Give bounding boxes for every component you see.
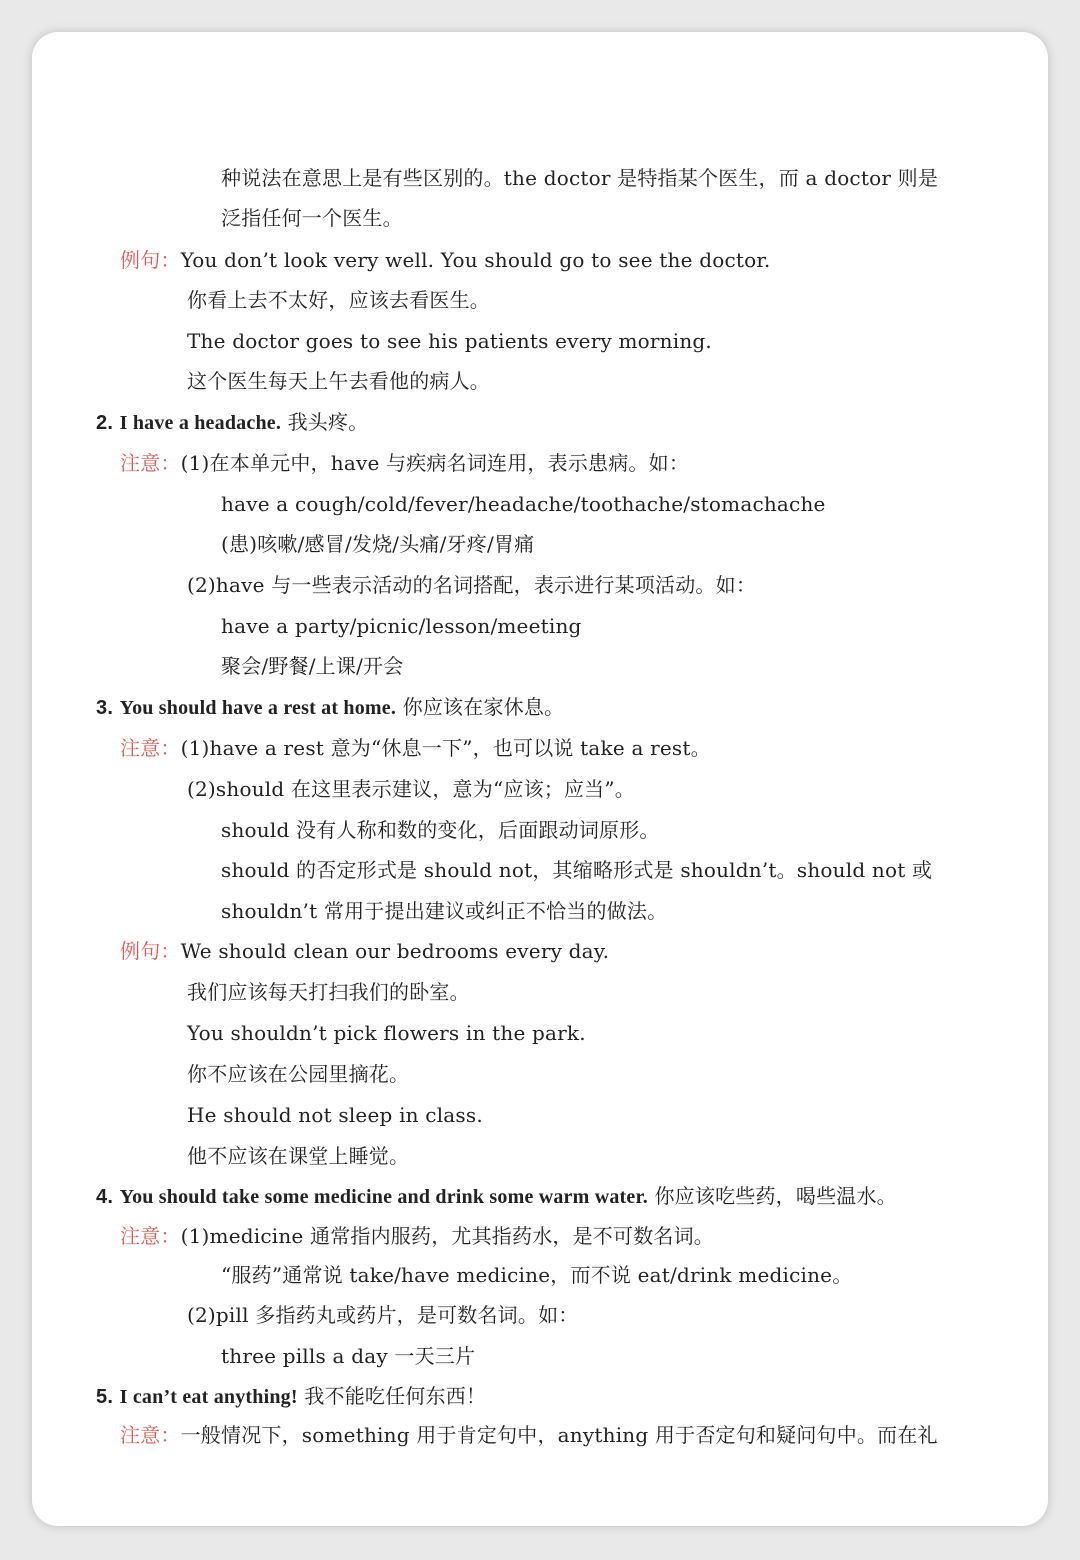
- text-line: 泛指任何一个医生。: [221, 206, 403, 230]
- example-label: 例句：: [120, 248, 181, 272]
- example-line: 例句：You don’t look very well. You should go to see the doctor.: [120, 248, 771, 272]
- note-line: 注意：一般情况下，something 用于肯定句中，anything 用于否定句和疑问句中。而在礼: [120, 1423, 938, 1447]
- text-line: (2)have 与一些表示活动的名词搭配，表示进行某项活动。如：: [187, 573, 757, 597]
- text-line: The doctor goes to see his patients every morning.: [187, 329, 712, 353]
- note-line: 注意：(1)在本单元中，have 与疾病名词连用，表示患病。如：: [120, 451, 690, 475]
- text-line: (2)pill 多指药丸或药片，是可数名词。如：: [187, 1303, 579, 1327]
- note-label: 注意：: [120, 736, 181, 760]
- text-line: three pills a day 一天三片: [221, 1344, 476, 1368]
- text-line: 你不应该在公园里摘花。: [187, 1062, 410, 1086]
- text-line: He should not sleep in class.: [187, 1103, 483, 1127]
- note-label: 注意：: [120, 1224, 181, 1248]
- text-line: 我们应该每天打扫我们的卧室。: [187, 980, 470, 1004]
- example-label: 例句：: [120, 939, 181, 963]
- text-line: 这个医生每天上午去看他的病人。: [187, 369, 490, 393]
- text-line: 种说法在意思上是有些区别的。the doctor 是特指某个医生，而 a doctor 则是: [221, 166, 939, 190]
- text-line: You shouldn’t pick flowers in the park.: [187, 1021, 586, 1045]
- text-line: 聚会/野餐/上课/开会: [221, 654, 404, 678]
- text-line: should 没有人称和数的变化，后面跟动词原形。: [221, 818, 660, 842]
- note-line: 注意：(1)have a rest 意为“休息一下”，也可以说 take a rest。: [120, 736, 711, 760]
- text-line: (患)咳嗽/感冒/发烧/头痛/牙疼/胃痛: [221, 532, 535, 556]
- text-line: (2)should 在这里表示建议，意为“应该；应当”。: [187, 777, 636, 801]
- example-line: 例句：We should clean our bedrooms every day.: [120, 939, 610, 963]
- section-heading: 5. I can’t eat anything! 我不能吃任何东西！: [96, 1384, 487, 1408]
- note-label: 注意：: [120, 451, 181, 475]
- section-heading: 4. You should take some medicine and drink some warm water. 你应该吃些药，喝些温水。: [96, 1184, 897, 1208]
- text-line: 你看上去不太好，应该去看医生。: [187, 288, 490, 312]
- text-line: should 的否定形式是 should not，其缩略形式是 shouldn’t。should not 或: [221, 858, 933, 882]
- text-line: have a party/picnic/lesson/meeting: [221, 614, 582, 638]
- text-line: have a cough/cold/fever/headache/toothache/stomachache: [221, 492, 826, 516]
- section-heading: 2. I have a headache. 我头疼。: [96, 410, 369, 434]
- text-line: shouldn’t 常用于提出建议或纠正不恰当的做法。: [221, 899, 668, 923]
- text-line: 他不应该在课堂上睡觉。: [187, 1144, 410, 1168]
- document-page: [32, 32, 1048, 1526]
- note-label: 注意：: [120, 1423, 181, 1447]
- text-line: “服药”通常说 take/have medicine，而不说 eat/drink medicine。: [221, 1263, 853, 1287]
- section-heading: 3. You should have a rest at home. 你应该在家休息。: [96, 695, 565, 719]
- note-line: 注意：(1)medicine 通常指内服药，尤其指药水，是不可数名词。: [120, 1224, 715, 1248]
